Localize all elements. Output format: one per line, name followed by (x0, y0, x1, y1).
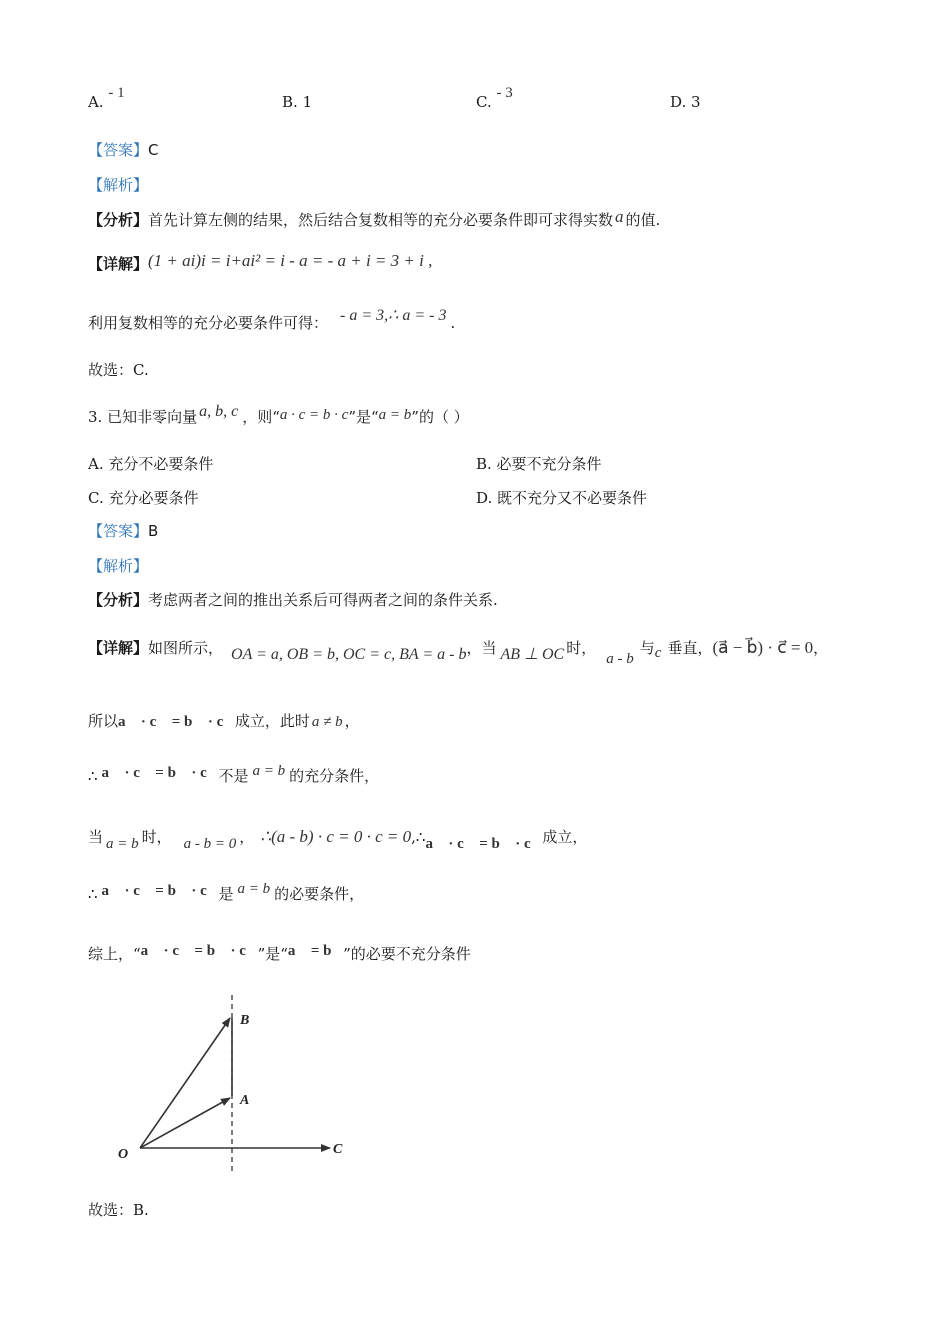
fenxi-end: 的值. (625, 211, 661, 229)
q3-option-a: A. 充分不必要条件 (88, 455, 214, 473)
label-a: A (240, 1093, 250, 1108)
line-text: 不是 (218, 767, 249, 785)
xiangjie-text: 时， (566, 639, 597, 657)
option-letter: C. (476, 93, 492, 111)
line-math: a⃗ · c⃗ = b⃗ · c⃗ (101, 883, 219, 899)
xiangjie-math1: OA = a, OB = b, OC = c, BA = a - b (231, 646, 467, 663)
xiangjie-math2: AB ⊥ OC (500, 646, 565, 663)
line-math: a⃗ · c⃗ = b⃗ · c⃗ (101, 765, 219, 781)
line-text: 成立，此时 (234, 712, 310, 730)
stem-end: ”的（ ） (411, 408, 469, 426)
analysis-tag: 【解析】 (88, 176, 149, 194)
line-end: . (450, 314, 456, 332)
q3-line2 (88, 763, 380, 787)
xiangjie-math4: c (654, 645, 662, 661)
answer-value: C (148, 141, 159, 159)
line-text: 当 (88, 828, 104, 846)
line-math: a = b (252, 763, 286, 779)
line-text: ”的必要不充分条件 (343, 945, 471, 963)
q3-option-c: C. 充分必要条件 (88, 489, 199, 507)
guxuan-text: 故选：B. (88, 1201, 149, 1219)
xiangjie-text: 与 (639, 639, 655, 657)
line-math: a⃗ · c⃗ = b⃗ · c⃗ (118, 714, 235, 730)
option-value: 1 (302, 93, 313, 111)
q3-analysis-tag (88, 556, 148, 576)
q2-option-a (88, 85, 125, 112)
q3-line4 (88, 881, 365, 905)
stem-prefix: 3. 已知非零向量 (88, 408, 198, 426)
q2-option-b (282, 93, 312, 111)
q2-line2 (88, 307, 456, 334)
label-b: B (240, 1013, 250, 1028)
option-letter: D. (670, 93, 687, 111)
q3-stem (88, 403, 469, 428)
line-text: ∴ (88, 885, 98, 903)
q2-option-d (670, 93, 701, 111)
line-math: a⃗ · c⃗ = b⃗ · c⃗ (425, 836, 543, 852)
line-math: a = b (237, 881, 271, 897)
line-text: 的充分条件， (289, 767, 380, 785)
q2-fenxi-line (88, 207, 661, 230)
option-letter: B. (282, 93, 298, 111)
stem-cond1: a · c = b · c (279, 407, 349, 423)
q3-xiangjie-line (88, 638, 829, 667)
vector-figure (100, 990, 360, 1180)
q3-option-b: B. 必要不充分条件 (476, 455, 602, 473)
xiangjie-math5: (a⃗ − b⃗) · c⃗ = 0 (712, 638, 814, 657)
xiangjie-tag: 【详解】 (88, 255, 149, 273)
q2-answer-line (88, 140, 159, 160)
q3-line1 (88, 711, 360, 732)
fenxi-var: a (615, 207, 624, 226)
line-text: 是 (218, 885, 234, 903)
xiangjie-text: ，当 (466, 639, 497, 657)
line-text: 所以 (88, 712, 119, 730)
q3-line5 (88, 944, 471, 965)
option-value: - 3 (496, 85, 513, 101)
line-math: a = b (106, 836, 139, 852)
option-letter: A. (88, 93, 104, 111)
line-text: 成立， (542, 828, 588, 846)
label-c: C (333, 1142, 343, 1157)
line-text: ,∴ (411, 828, 426, 846)
xiangjie-math3: a - b (606, 651, 634, 667)
xiangjie-text: ， (813, 639, 829, 657)
line-math: ∴(a - b) · c = 0 · c = 0 (260, 827, 412, 846)
line-text: 时， (141, 828, 172, 846)
vector-ob (140, 1018, 230, 1148)
label-o: O (118, 1147, 129, 1162)
answer-tag: 【答案】 (88, 141, 149, 159)
stem-cond2: a = b (378, 407, 412, 423)
stem-mid2: ”是“ (348, 408, 379, 426)
vector-oa (140, 1098, 230, 1148)
fenxi-tag: 【分析】 (88, 591, 149, 609)
answer-tag: 【答案】 (88, 522, 149, 540)
q2-xiangjie-line (88, 251, 433, 274)
xiangjie-math: (1 + ai)i = i+ai² = i - a = - a + i = 3 + i , (148, 251, 433, 270)
line-text: 的必要条件， (274, 885, 365, 903)
stem-vars: a, b, c (199, 403, 239, 420)
q2-analysis-tag (88, 175, 148, 195)
q3-fenxi-line (88, 590, 498, 610)
xiangjie-text: 垂直， (667, 639, 713, 657)
line-math: a⃗ = b⃗ (287, 943, 344, 959)
line-math: a - b = 0 (183, 836, 237, 852)
line-text: ”是“ (257, 945, 288, 963)
line-text: ∴ (88, 767, 98, 785)
stem-mid: ，则“ (242, 408, 280, 426)
q3-line3 (88, 827, 588, 852)
fenxi-text: 考虑两者之间的推出关系后可得两者之间的条件关系. (148, 591, 498, 609)
line-text: 综上，“ (88, 945, 141, 963)
q2-guxuan (88, 360, 149, 380)
guxuan-text: 故选：C. (88, 361, 149, 379)
q3-option-d: D. 既不充分又不必要条件 (476, 489, 648, 507)
line-math: - a = 3,∴ a = - 3 (340, 307, 447, 324)
line-math: a⃗ · c⃗ = b⃗ · c⃗ (140, 943, 258, 959)
answer-value: B (148, 522, 159, 540)
xiangjie-tag: 【详解】 (88, 639, 149, 657)
xiangjie-text: 如图所示， (148, 639, 224, 657)
option-value: 3 (691, 93, 701, 111)
q3-answer-line (88, 521, 158, 541)
fenxi-text: 首先计算左侧的结果，然后结合复数相等的充分必要条件即可求得实数 (148, 211, 614, 229)
line-text: 利用复数相等的充分必要条件可得： (88, 314, 329, 332)
q2-option-c (476, 85, 513, 112)
line-text: ， (344, 712, 360, 730)
analysis-tag: 【解析】 (88, 557, 149, 575)
q3-guxuan (88, 1200, 149, 1220)
line-text: ， (239, 828, 255, 846)
option-value: - 1 (108, 85, 125, 101)
fenxi-tag: 【分析】 (88, 211, 149, 229)
line-math: a ≠ b (311, 714, 343, 730)
